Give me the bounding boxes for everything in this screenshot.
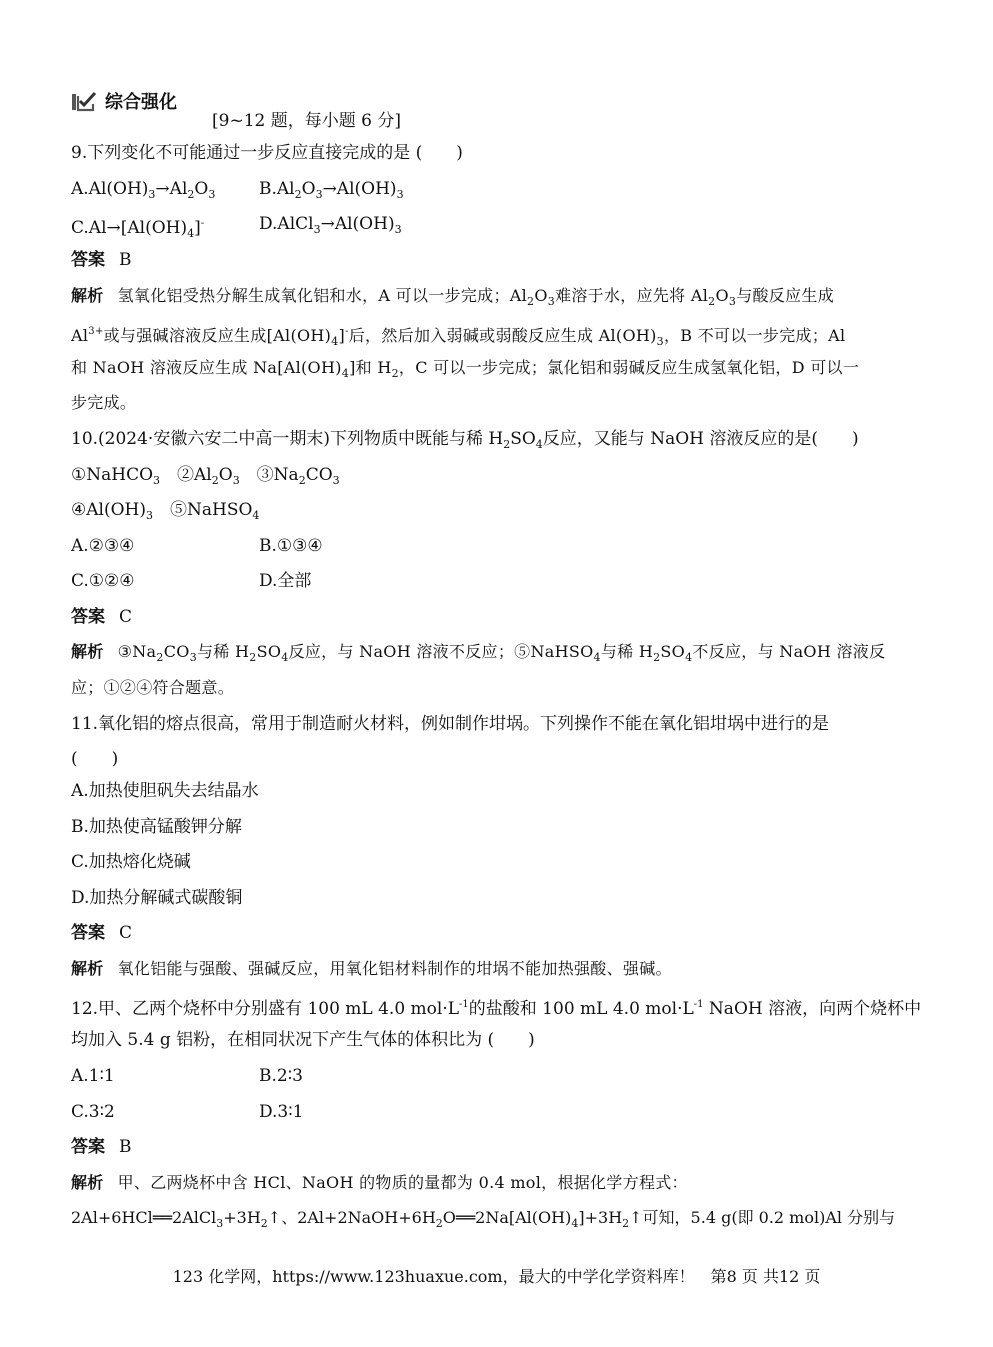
q10-items-line2: $④Al(OH)_3$ ⑤NaHSO$_4$ — [71, 500, 260, 522]
explanation-label: 解析 — [71, 286, 104, 305]
q12-option-c: C.3∶2 — [71, 1102, 115, 1122]
answer-label: 答案 — [71, 923, 105, 943]
answer-value: B — [119, 1137, 132, 1157]
answer-label: 答案 — [71, 250, 105, 270]
q10-option-d: D.全部 — [259, 571, 312, 591]
q10-stem: 10.(2024·安徽六安二中高一期末)下列物质中既能与稀 $H_2SO_4$反应，又能与 NaOH 溶液反应的是( ) — [71, 429, 859, 451]
q10-answer — [71, 606, 923, 628]
q10-option-a: A.②③④ — [71, 536, 135, 556]
q11-stem-cont: ( ) — [71, 749, 119, 769]
q12-explanation-line2: $2Al+6HCl══2AlCl_3+3H_2↑$、$2Al+2NaOH+6H_2O══2Na[Al(OH)_4]+3H_2↑$可知，5.4 g(即 0.2 mol)Al 分别与 — [71, 1208, 896, 1230]
answer-label: 答案 — [71, 1137, 105, 1157]
explanation-label: 解析 — [71, 642, 104, 661]
section-title: 综合强化 — [105, 92, 177, 113]
answer-value: C — [119, 607, 133, 627]
q9-option-d: $D.AlCl_3\to Al(OH)_3$ — [259, 214, 402, 236]
q11-stem: 11.氧化铝的熔点很高，常用于制造耐火材料，例如制作坩埚。下列操作不能在氧化铝坩埚中进行的是 — [71, 714, 830, 734]
explanation-label: 解析 — [71, 959, 104, 978]
answer-value: C — [119, 923, 133, 943]
q11-option-d: D.加热分解碱式碳酸铜 — [71, 888, 243, 908]
checklist-icon — [71, 90, 97, 112]
page-footer: 123 化学网，https://www.123huaxue.com，最大的中学化学资料库！ 第8 页 共12 页 — [172, 1267, 821, 1286]
q9-explanation-line3: 和 NaOH 溶液反应生成 $Na[Al(OH)_4]$和 $H_2$，C 可以一步完成；氯化铝和弱碱反应生成氢氧化铝，D 可以一 — [71, 358, 860, 380]
q12-option-b: B.2∶3 — [259, 1066, 303, 1086]
q9-explanation-line1: 解析 氢氧化铝受热分解生成氧化铝和水，A 可以一步完成；$Al_2O_3$难溶于水，应先将 $Al_2O_3$与酸反应生成 — [71, 286, 834, 308]
explanation-label: 解析 — [71, 1173, 104, 1192]
section-header — [71, 88, 177, 114]
q11-explanation: 解析 氧化铝能与强酸、强碱反应，用氧化铝材料制作的坩埚不能加热强酸、强碱。 — [71, 959, 672, 978]
q9-stem: 9.下列变化不可能通过一步反应直接完成的是 ( ) — [71, 143, 463, 163]
score-range: [9~12 题，每小题 6 分] — [212, 111, 401, 131]
q12-option-d: D.3∶1 — [259, 1102, 304, 1122]
q10-option-c: C.①②④ — [71, 571, 135, 591]
answer-label: 答案 — [71, 607, 105, 627]
q9-explanation-line4: 步完成。 — [71, 393, 137, 412]
q10-explanation-line1: 解析 $③Na_2CO_3$与稀 $H_2SO_4$反应，与 NaOH 溶液不反应；⑤NaHSO$_4$与稀 $H_2SO_4$不反应，与 NaOH 溶液反 — [71, 642, 886, 664]
q12-option-a: A.1∶1 — [71, 1066, 115, 1086]
q9-option-b: $B.Al_2O_3\to Al(OH)_3$ — [259, 179, 404, 201]
q9-explanation-line2: $Al^{3+}$或与强碱溶液反应生成$[Al(OH)_4]^-$后，然后加入弱碱或弱酸反应生成 $Al(OH)_3$，B 不可以一步完成；Al — [71, 326, 846, 348]
q10-explanation-line2: 应；①②④符合题意。 — [71, 678, 235, 697]
q11-option-a: A.加热使胆矾失去结晶水 — [71, 781, 259, 801]
q9-option-c: $C.Al\to[Al(OH)_4]^-$ — [71, 218, 205, 240]
q11-option-c: C.加热熔化烧碱 — [71, 852, 191, 872]
q11-answer — [71, 922, 923, 944]
q12-answer — [71, 1136, 923, 1158]
answer-value: B — [119, 250, 132, 270]
q9-answer — [71, 249, 923, 271]
q11-option-b: B.加热使高锰酸钾分解 — [71, 817, 242, 837]
q12-explanation-line1: 解析 甲、乙两烧杯中含 HCl、NaOH 的物质的量都为 0.4 mol，根据化学方程式： — [71, 1173, 688, 1192]
q10-items-line1: ①NaHCO$_3$ $②Al_2O_3$ $③Na_2CO_3$ — [71, 465, 340, 487]
q10-option-b: B.①③④ — [259, 536, 323, 556]
q12-stem: 12.甲、乙两个烧杯中分别盛有 100 mL 4.0 $mol\cdot L^{-1}$的盐酸和 100 mL 4.0 $mol\cdot L^{-1}$ NaOH 溶液，向两个烧杯中 — [71, 999, 922, 1019]
q12-stem-cont: 均加入 5.4 g 铝粉，在相同状况下产生气体的体积比为 ( ) — [71, 1030, 535, 1050]
q9-option-a: $A.Al(OH)_3\to Al_2O_3$ — [71, 179, 216, 201]
